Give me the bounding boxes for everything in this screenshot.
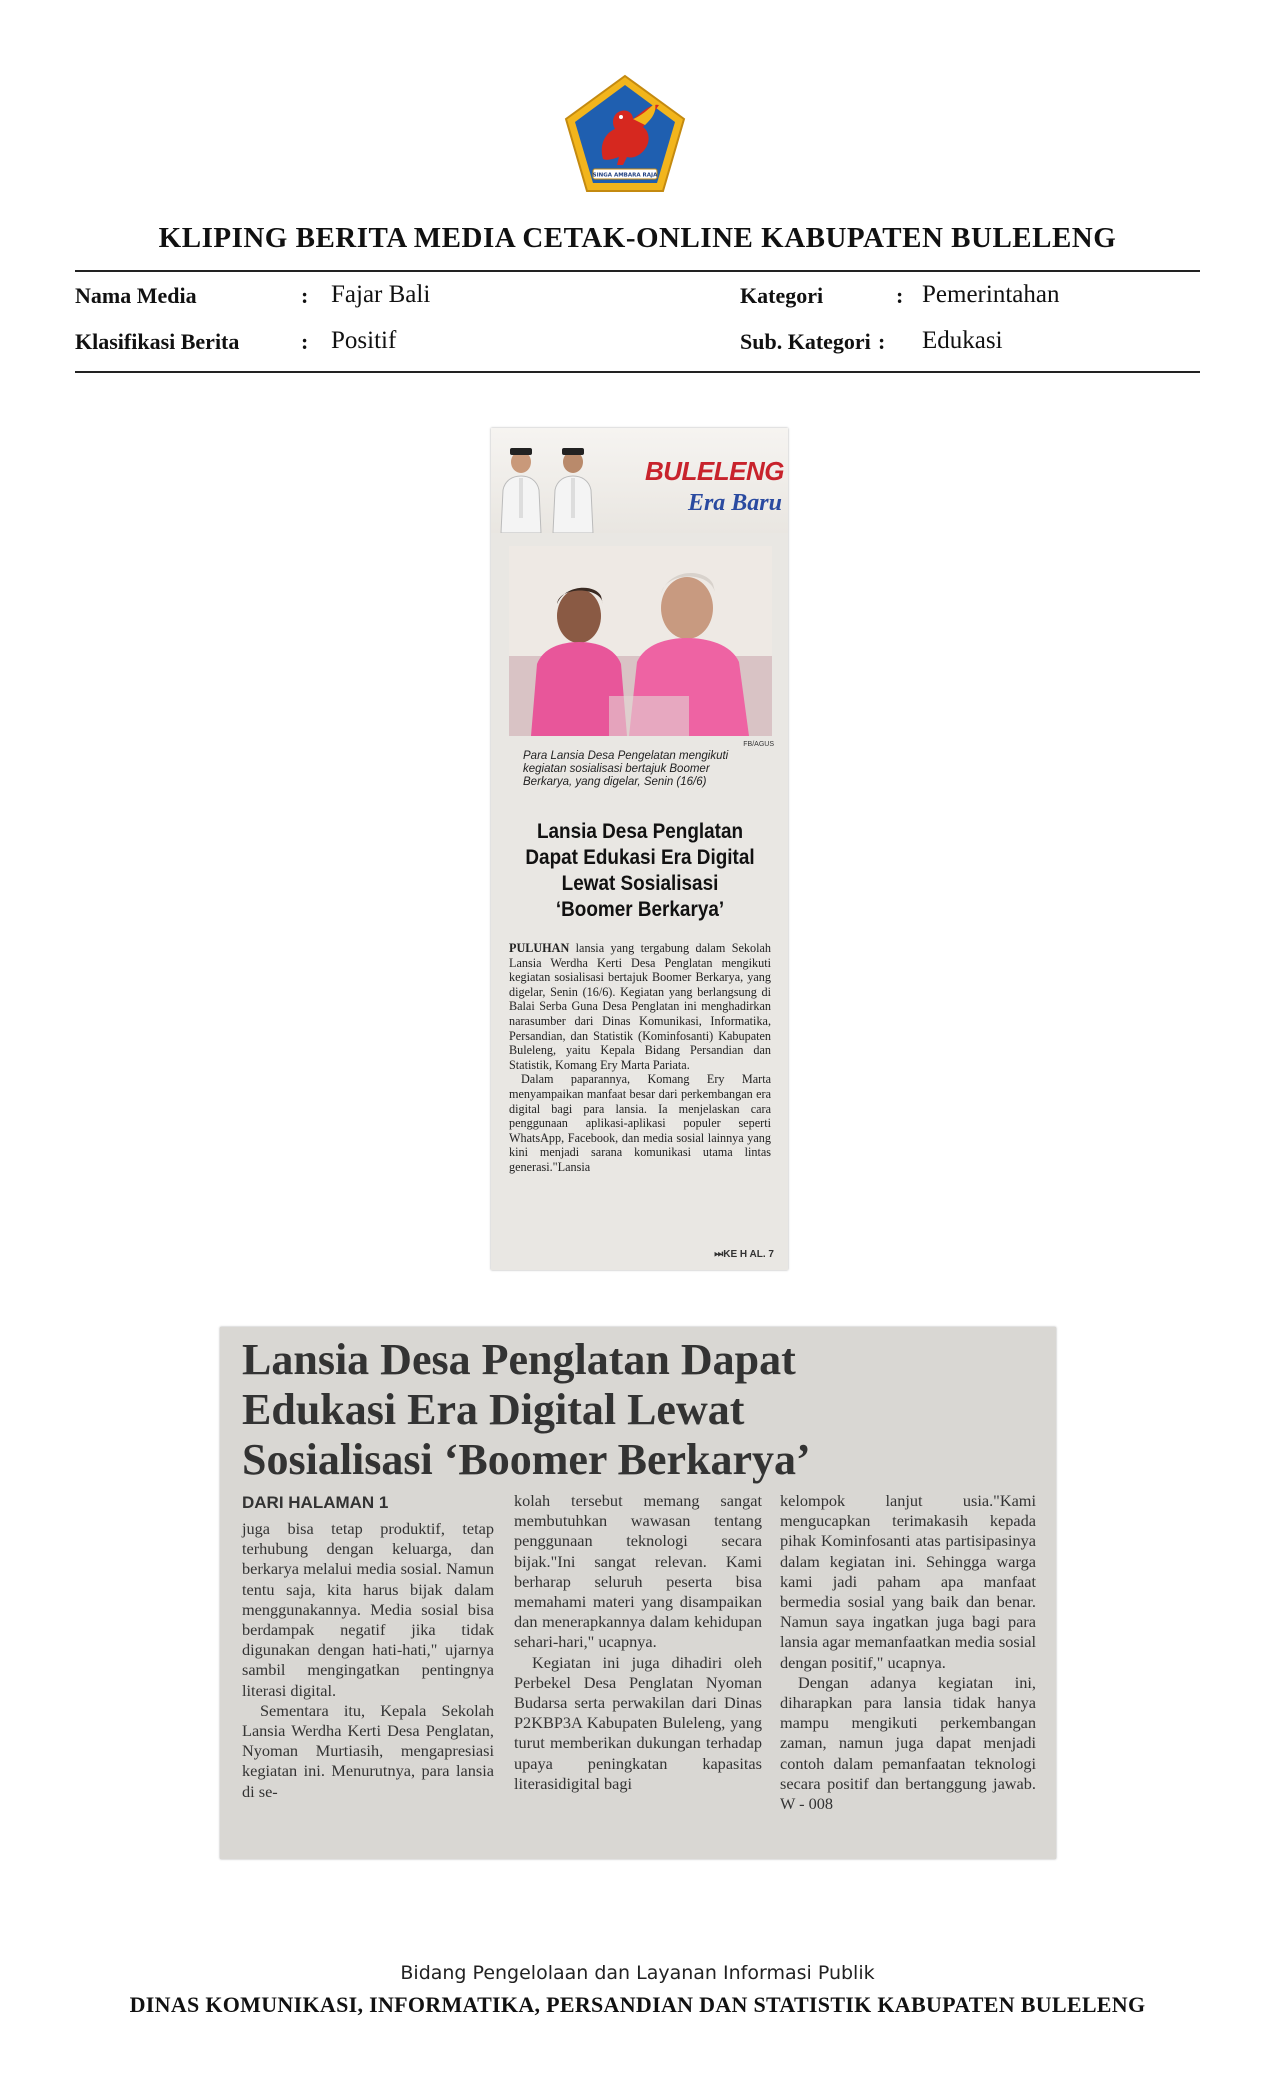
article-paragraph: Kegiatan ini juga dihadiri oleh Perbekel Desa Penglatan Nyoman Budarsa serta perwakilan dari Dinas P2KBP3A Kabupaten Buleleng, yang turut memberikan dukungan terhadap upaya peningkatan kapasitas literasidigital bagi	[514, 1652, 762, 1793]
header-rule-bottom	[75, 371, 1200, 373]
nama-media-value: Fajar Bali	[331, 281, 431, 308]
photo-credit: FB/AGUS	[743, 741, 774, 748]
klasifikasi-berita-value: Positif	[331, 327, 397, 354]
colon: :	[878, 329, 886, 354]
sub-kategori-value: Edukasi	[922, 327, 1003, 354]
official-portrait-right	[549, 440, 597, 533]
headline-line: Edukasi Era Digital Lewat	[242, 1385, 745, 1434]
article-column-2	[514, 1491, 762, 1794]
article-headline: Lansia Desa Penglatan Dapat Edukasi Era Digital Lewat Sosialisasi ‘Boomer Berkarya’	[525, 819, 755, 921]
article-paragraph: kolah tersebut memang sangat membutuhkan wawasan tentang penggunaan teknologi secara bijak."Ini sangat relevan. Kami berharap seluruh peserta bisa memahami materi yang disampaikan dan menerapkannya dalam kehidupan sehari-hari," ucapnya.	[514, 1491, 762, 1652]
article-paragraph: Sementara itu, Kepala Sekolah Lansia Werdha Kerti Desa Penglatan, Nyoman Murtiasih, mengapresiasi kegiatan ini. Menurutnya, para lansia di se-	[242, 1700, 494, 1801]
paragraph-text: lansia yang tergabung dalam Sekolah Lansia Werdha Kerti Desa Penglatan mengikuti kegiatan sosialisasi bertajuk Boomer Berkarya, yang digelar, Senin (16/6). Kegiatan yang berlangsung di Balai Serba Guna Desa Penglatan ini menghadirkan narasumber dari Dinas Komunikasi, Informatika, Persandian, dan Statistik (Kominfosanti) Kabupaten Buleleng, yaitu Kepala Bidang Persandian dan Statistik, Komang Ery Marta Pariata.	[509, 941, 771, 1072]
official-portrait-left	[497, 440, 545, 533]
from-page-label: DARI HALAMAN 1	[242, 1493, 389, 1512]
banner-brand: BULELENG	[645, 456, 784, 486]
photo-caption: Para Lansia Desa Pengelatan mengikuti kegiatan sosialisasi bertajuk Boomer Berkarya, yang digelar, Senin (16/6)	[523, 750, 729, 788]
news-clipping-continuation	[220, 1327, 1056, 1859]
lead-word: PULUHAN	[509, 941, 570, 955]
headline-line: Sosialisasi ‘Boomer Berkarya’	[242, 1435, 811, 1484]
news-photo-elderly-participants	[509, 546, 772, 736]
article-paragraph	[509, 941, 771, 1072]
colon: :	[301, 283, 309, 308]
page-title: KLIPING BERITA MEDIA CETAK-ONLINE KABUPATEN BULELENG	[158, 222, 1117, 254]
article-paragraph: juga bisa tetap produktif, tetap terhubung dengan keluarga, dan berkarya melalui media sosial. Namun tentu saja, kita harus bijak dalam menggunakannya. Media sosial bisa berdampak negatif jika tidak digunakan dengan hati-hati," ujarnya sambil mengingatkan pentingnya literasi digital.	[242, 1519, 494, 1700]
section-banner	[491, 428, 788, 533]
klasifikasi-berita-label: Klasifikasi Berita	[75, 329, 240, 354]
header-rule-top	[75, 270, 1200, 272]
colon: :	[896, 283, 904, 308]
article-column-1	[242, 1519, 494, 1802]
continued-to-page: ⏭KE H AL. 7	[714, 1249, 774, 1260]
colon: :	[301, 329, 309, 354]
news-clipping-front-page	[491, 428, 788, 1270]
kategori-label: Kategori	[740, 283, 824, 308]
logo-motto: SINGA AMBARA RAJA	[592, 172, 658, 179]
footer-agency: DINAS KOMUNIKASI, INFORMATIKA, PERSANDIAN DAN STATISTIK KABUPATEN BULELENG	[129, 1992, 1146, 2017]
article-paragraph: kelompok lanjut usia."Kami mengucapkan terimakasih kepada pihak Kominfosanti atas partisipasinya dalam kegiatan ini. Sehingga warga kami jadi paham apa manfaat bermedia sosial yang baik dan benar. Namun saya ingatkan juga bagi para lansia agar memanfaatkan media sosial dengan positif," ucapnya.	[780, 1491, 1036, 1672]
continuation-headline	[242, 1335, 1042, 1485]
article-paragraph: Dalam paparannya, Komang Ery Marta menyampaikan manfaat besar dari perkembangan era digital bagi para lansia. Ia menjelaskan cara penggunaan aplikasi-aplikasi populer seperti WhatsApp, Facebook, dan media sosial lainnya yang kini menjadi sarana komunikasi utama lintas generasi."Lansia	[509, 1072, 771, 1174]
sub-kategori-label: Sub. Kategori	[740, 329, 871, 354]
article-body	[509, 941, 771, 1175]
buleleng-logo	[563, 73, 687, 197]
article-paragraph: Dengan adanya kegiatan ini, diharapkan para lansia tidak hanya mampu mengikuti perkembangan zaman, namun juga dapat menjadi contoh dalam pemanfaatan teknologi secara positif dan bertanggung jawab. W - 008	[780, 1672, 1036, 1814]
article-column-3	[780, 1491, 1036, 1814]
footer-department: Bidang Pengelolaan dan Layanan Informasi Publik	[400, 1962, 875, 1984]
nama-media-label: Nama Media	[75, 283, 197, 308]
headline-line: Lansia Desa Penglatan Dapat	[242, 1335, 796, 1384]
banner-subtitle: Era Baru	[687, 490, 782, 516]
kategori-value: Pemerintahan	[922, 281, 1060, 308]
